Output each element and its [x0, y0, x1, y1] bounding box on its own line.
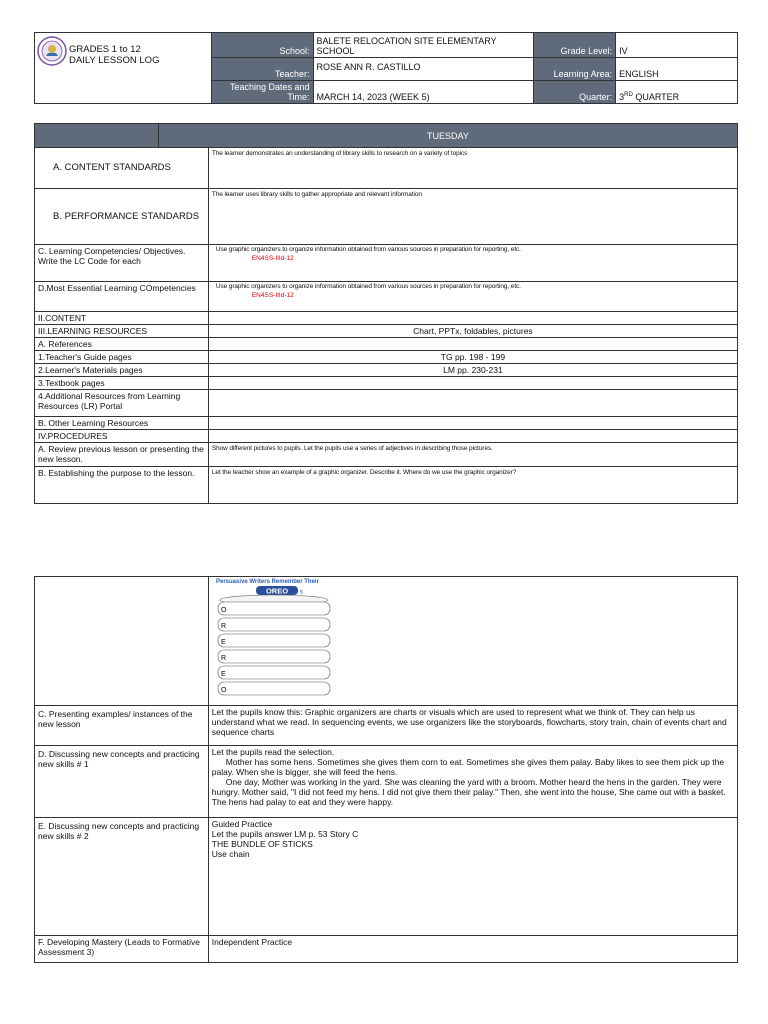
additional-value [208, 390, 737, 417]
discussing2-cell [208, 818, 737, 936]
discussing2-line: Guided Practice [211, 819, 273, 829]
competencies-label: C. Learning Competencies/ Objectives. Write the LC Code for each [35, 245, 209, 282]
discussing1-label: D. Discussing new concepts and practicing new skills # 1 [35, 746, 209, 818]
competencies-cell [208, 245, 737, 282]
dates-value: MARCH 14, 2023 (WEEK 5) [313, 81, 534, 104]
resources-value: Chart, PPTx, foldables, pictures [208, 325, 737, 338]
references-label: A. References [35, 338, 209, 351]
discussing1-intro: Let the pupils read the selection. [211, 747, 335, 757]
grade-title: GRADES 1 to 12 [69, 44, 141, 55]
discussing1-paragraph: One day, Mother was working in the yard. She was cleaning the yard with a broom. Mother heard the hens in the garden. They were hungry. Mother said, "I did not feed my hens. I did not give them their palay." Then, she went into the house, She came out with a basket. The hens had palay to eat and they were happy. [211, 777, 726, 807]
log-title: DAILY LESSON LOG [69, 55, 160, 66]
mastery-value: Independent Practice [208, 936, 737, 963]
oreo-letter: R [220, 655, 226, 662]
melc-label: D.Most Essential Learning COmpetencies [35, 282, 209, 312]
other-resources-value [208, 417, 737, 430]
presenting-label: C. Presenting examples/ instances of the new lesson [35, 706, 209, 746]
oreo-letter: R [220, 623, 226, 630]
review-value: Show different pictures to pupils. Let the pupils use a series of adjectives in describing those pictures. [208, 443, 737, 467]
melc-value: Use graphic organizers to organize information obtained from various sources in preparation for reporting, etc. [215, 283, 521, 290]
oreo-letter: E [220, 671, 226, 678]
resources-label: III.LEARNING RESOURCES [35, 325, 209, 338]
tg-label: 1.Teacher's Guide pages [35, 351, 209, 364]
deped-seal-icon [37, 36, 67, 66]
learning-area-value: ENGLISH [616, 58, 738, 81]
oreo-letter: O [220, 607, 227, 614]
other-resources-label: B. Other Learning Resources [35, 417, 209, 430]
mastery-label: F. Developing Mastery (Leads to Formative Assessment 3) [35, 936, 209, 963]
oreo-title: Persuasive Writers Remember Their [215, 579, 319, 585]
lm-value: LM pp. 230-231 [208, 364, 737, 377]
procedures-label: IV.PROCEDURES [35, 430, 209, 443]
learning-area-label: Learning Area: [534, 58, 616, 81]
content-value [208, 312, 737, 325]
lm-label: 2.Learner's Materials pages [35, 364, 209, 377]
tg-value: TG pp. 198 - 199 [208, 351, 737, 364]
additional-label: 4.Additional Resources from Learning Resources (LR) Portal [35, 390, 209, 417]
lesson-table-continued [34, 576, 738, 963]
teacher-value: ROSE ANN R. CASTILLO [313, 58, 534, 81]
oreo-cell [208, 577, 737, 706]
textbook-value [208, 377, 737, 390]
header-table [34, 32, 738, 104]
quarter-value [616, 81, 738, 104]
oreo-label-blank [35, 577, 209, 706]
discussing1-cell [208, 746, 737, 818]
textbook-label: 3.Textbook pages [35, 377, 209, 390]
grade-level-label: Grade Level: [534, 33, 616, 58]
quarter-suffix: RD [624, 92, 633, 98]
lesson-table [34, 123, 738, 504]
review-label: A. Review previous lesson or presenting the new lesson. [35, 443, 209, 467]
discussing2-line: THE BUNDLE OF STICKS [211, 839, 313, 849]
oreo-logo: OREO [265, 586, 288, 596]
competencies-value: Use graphic organizers to organize information obtained from various sources in preparation for reporting, etc. [215, 246, 521, 253]
competencies-code: EN4SS-IIId-12 [251, 255, 294, 262]
performance-standards-value: The learner uses library skills to gather appropriate and relevant information [208, 189, 737, 245]
purpose-label: B. Establishing the purpose to the lesson. [35, 467, 209, 504]
discussing2-line: Use chain [211, 849, 250, 859]
header-logo-cell [35, 33, 212, 104]
performance-standards-label: B. PERFORMANCE STANDARDS [35, 189, 209, 245]
grade-level-value: IV [616, 33, 738, 58]
day-header: TUESDAY [158, 124, 737, 148]
school-label: School: [211, 33, 313, 58]
quarter-number: 3 [619, 92, 625, 102]
content-label: II.CONTENT [35, 312, 209, 325]
oreo-logo-suffix: s [299, 589, 303, 596]
discussing2-line: Let the pupils answer LM p. 53 Story C [211, 829, 359, 839]
discussing2-label: E. Discussing new concepts and practicing new skills # 2 [35, 818, 209, 936]
procedures-value [208, 430, 737, 443]
teacher-label: Teacher: [211, 58, 313, 81]
content-standards-label: A. CONTENT STANDARDS [35, 148, 209, 189]
quarter-word: QUARTER [635, 92, 680, 102]
oreo-letter: E [220, 639, 226, 646]
oreo-letter: O [220, 687, 227, 694]
presenting-value: Let the pupils know this: Graphic organizers are charts or visuals which are used to represent what we think of. They can help us understand what we read. In sequencing events, we use organizers like the storyboards, flowcharts, story train, chain of events chart and sequence charts [208, 706, 737, 746]
oreo-organizer-graphic [212, 578, 337, 704]
day-header-blank [35, 124, 159, 148]
content-standards-value: The learner demonstrates an understanding of library skills to research on a variety of topics [208, 148, 737, 189]
melc-code: EN4SS-IIId-12 [251, 292, 294, 299]
purpose-value: Let the teacher show an example of a graphic organizer. Describe it. Where do we use the graphic organizer? [208, 467, 737, 504]
discussing1-paragraph: Mother has some hens. Sometimes she gives them corn to eat. Sometimes she gives them palay. Baby likes to see them pick up the palay. When she is bigger, she will feed the hens. [211, 757, 725, 777]
dates-label: Teaching Dates and Time: [211, 81, 313, 104]
melc-cell [208, 282, 737, 312]
quarter-label: Quarter: [534, 81, 616, 104]
references-value [208, 338, 737, 351]
school-value: BALETE RELOCATION SITE ELEMENTARY SCHOOL [313, 33, 534, 58]
